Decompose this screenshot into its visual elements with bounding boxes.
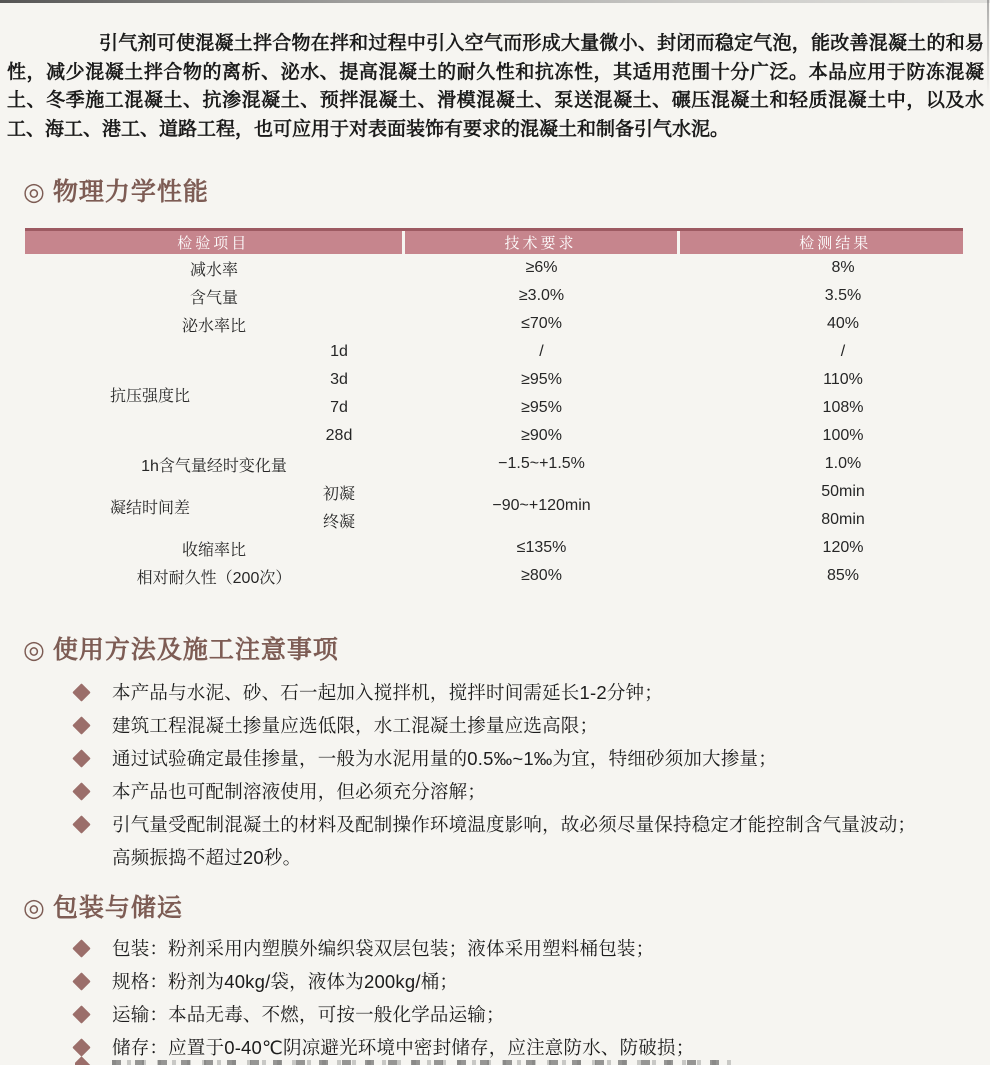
- requirement-cell: ≥3.0%: [518, 287, 565, 305]
- cutoff-text-remnant: [112, 1060, 732, 1065]
- result-cell: 40%: [827, 315, 860, 333]
- section-title-usage: [0, 632, 990, 668]
- result-cell: 85%: [827, 567, 860, 585]
- requirement-cell: ≤135%: [516, 539, 567, 557]
- table-row: [25, 282, 963, 310]
- diamond-bullet-icon: [72, 717, 90, 735]
- requirement-cell: ≤70%: [521, 315, 562, 333]
- bullet-text: [112, 775, 486, 808]
- bullet-line: 高频振捣不超过20秒。: [112, 847, 302, 869]
- bullet-item: [75, 742, 990, 775]
- result-cell: /: [840, 343, 846, 361]
- requirement-cell: ≥90%: [521, 427, 562, 445]
- section-title-text: 使用方法及施工注意事项: [52, 636, 339, 665]
- requirement-cell: ≥6%: [525, 259, 558, 277]
- bullet-item: [75, 998, 990, 1031]
- requirement-cell: ≥95%: [521, 371, 562, 389]
- result-cell: 50min: [821, 483, 865, 501]
- diamond-bullet-icon: [72, 750, 90, 768]
- result-cell: 110%: [823, 371, 863, 389]
- table-row: [25, 310, 963, 338]
- sub-item-cell: 3d: [330, 371, 348, 389]
- bullet-text: [112, 742, 777, 775]
- sub-item-cell: 7d: [330, 399, 348, 417]
- bullet-item: [75, 965, 990, 998]
- bullet-line: 引气量受配制混凝土的材料及配制操作环境温度影响，故必须尽量保持稳定才能控制含气量波动；: [112, 814, 917, 836]
- bullet-item: [75, 808, 990, 874]
- result-cell: 120%: [822, 539, 864, 557]
- table-row: [25, 254, 963, 282]
- sub-item-cell: 初凝: [323, 485, 356, 503]
- requirement-cell: ≥95%: [521, 399, 562, 417]
- item-cell: 1h含气量经时变化量: [141, 457, 287, 475]
- section-title-text: 包装与储运: [52, 894, 183, 923]
- bullet-line: 本产品与水泥、砂、石一起加入搅拌机，搅拌时间需延长1-2分钟；: [112, 682, 663, 704]
- result-cell: 108%: [822, 399, 864, 417]
- item-cell: 泌水率比: [182, 317, 247, 335]
- requirement-cell: −1.5~+1.5%: [498, 455, 585, 473]
- bullet-line: 运输：本品无毒、不燃，可按一般化学品运输；: [112, 1004, 505, 1026]
- bullet-line: 本产品也可配制溶液使用，但必须充分溶解；: [112, 781, 487, 803]
- performance-table: [25, 228, 963, 590]
- bullet-text: [112, 998, 505, 1031]
- item-cell: 含气量: [190, 289, 239, 307]
- bullet-item: [75, 775, 990, 808]
- bullet-text: [112, 676, 663, 709]
- section-title-physical: [0, 174, 990, 210]
- bullet-text: [112, 932, 654, 965]
- diamond-bullet-icon: [72, 1006, 90, 1024]
- bullet-item: [75, 676, 990, 709]
- sub-item-cell: 28d: [325, 427, 353, 445]
- scan-artifact-top-edge: [0, 0, 990, 3]
- result-cell: 8%: [831, 259, 855, 277]
- column-header-result: 检测结果: [678, 230, 963, 255]
- section-bullseye-icon: ◎: [23, 178, 46, 207]
- bullet-text: [112, 709, 598, 742]
- bullet-text: [112, 965, 458, 998]
- item-cell: 相对耐久性（200次）: [136, 569, 292, 587]
- table-row: [25, 450, 963, 478]
- bullet-item: [75, 932, 990, 965]
- diamond-bullet-icon: [75, 1056, 91, 1065]
- diamond-bullet-icon: [72, 973, 90, 991]
- packaging-list: [0, 932, 990, 1064]
- scan-artifact-right-edge: [987, 0, 989, 95]
- item-cell: 抗压强度比: [109, 387, 190, 405]
- result-cell: 3.5%: [824, 287, 862, 305]
- requirement-cell: ≥80%: [521, 567, 562, 585]
- bullet-item: [75, 709, 990, 742]
- table-row: [25, 562, 963, 590]
- diamond-bullet-icon: [72, 684, 90, 702]
- intro-paragraph: 引气剂可使混凝土拌合物在拌和过程中引入空气而形成大量微小、封闭而稳定气泡，能改善混凝土的和易性，减少混凝土拌合物的离析、泌水、提高混凝土的耐久性和抗冻性，其适用范围十分广泛。本品应用于防冻混凝土、冬季施工混凝土、抗渗混凝土、预拌混凝土、滑模混凝土、泵送混凝土、碾压混凝土和轻质混凝土中，以及水工、海工、港工、道路工程，也可应用于对表面装饰有要求的混凝土和制备引气水泥。: [7, 33, 984, 140]
- section-bullseye-icon: ◎: [23, 894, 46, 923]
- usage-list: [0, 676, 990, 874]
- bullet-line: 规格：粉剂为40kg/袋，液体为200kg/桶；: [112, 971, 459, 993]
- column-header-requirement: 技术要求: [403, 230, 678, 255]
- section-title-text: 物理力学性能: [52, 178, 209, 207]
- requirement-cell: /: [539, 343, 544, 361]
- bullet-line: 储存：应置于0-40℃阴凉避光环境中密封储存，应注意防水、防破损；: [112, 1037, 695, 1059]
- bullet-line: 包装：粉剂采用内塑膜外编织袋双层包装；液体采用塑料桶包装；: [112, 938, 655, 960]
- table-row: [25, 478, 963, 506]
- section-title-packaging: [0, 890, 990, 926]
- result-cell: 80min: [821, 511, 865, 529]
- result-cell: 100%: [822, 427, 864, 445]
- table-row: [25, 338, 963, 366]
- section-bullseye-icon: ◎: [23, 636, 46, 665]
- requirement-cell: −90~+120min: [492, 497, 591, 515]
- diamond-bullet-icon: [72, 940, 90, 958]
- cutoff-partial-bullet-line: [75, 1056, 775, 1065]
- bullet-line: 通过试验确定最佳掺量，一般为水泥用量的0.5‰~1‰为宜，特细砂须加大掺量；: [112, 748, 777, 770]
- column-header-item: 检验项目: [25, 230, 403, 255]
- table-header-row: [25, 230, 963, 255]
- item-cell: 减水率: [190, 261, 239, 279]
- result-cell: 1.0%: [824, 455, 862, 473]
- diamond-bullet-icon: [72, 783, 90, 801]
- sub-item-cell: 1d: [330, 343, 348, 361]
- sub-item-cell: 终凝: [323, 513, 356, 531]
- bullet-text: [112, 808, 916, 874]
- bullet-line: 建筑工程混凝土掺量应选低限，水工混凝土掺量应选高限；: [112, 715, 599, 737]
- table-row: [25, 534, 963, 562]
- diamond-bullet-icon: [72, 1039, 90, 1057]
- item-cell: 收缩率比: [182, 541, 247, 559]
- item-cell: 凝结时间差: [109, 499, 190, 517]
- diamond-bullet-icon: [72, 816, 90, 834]
